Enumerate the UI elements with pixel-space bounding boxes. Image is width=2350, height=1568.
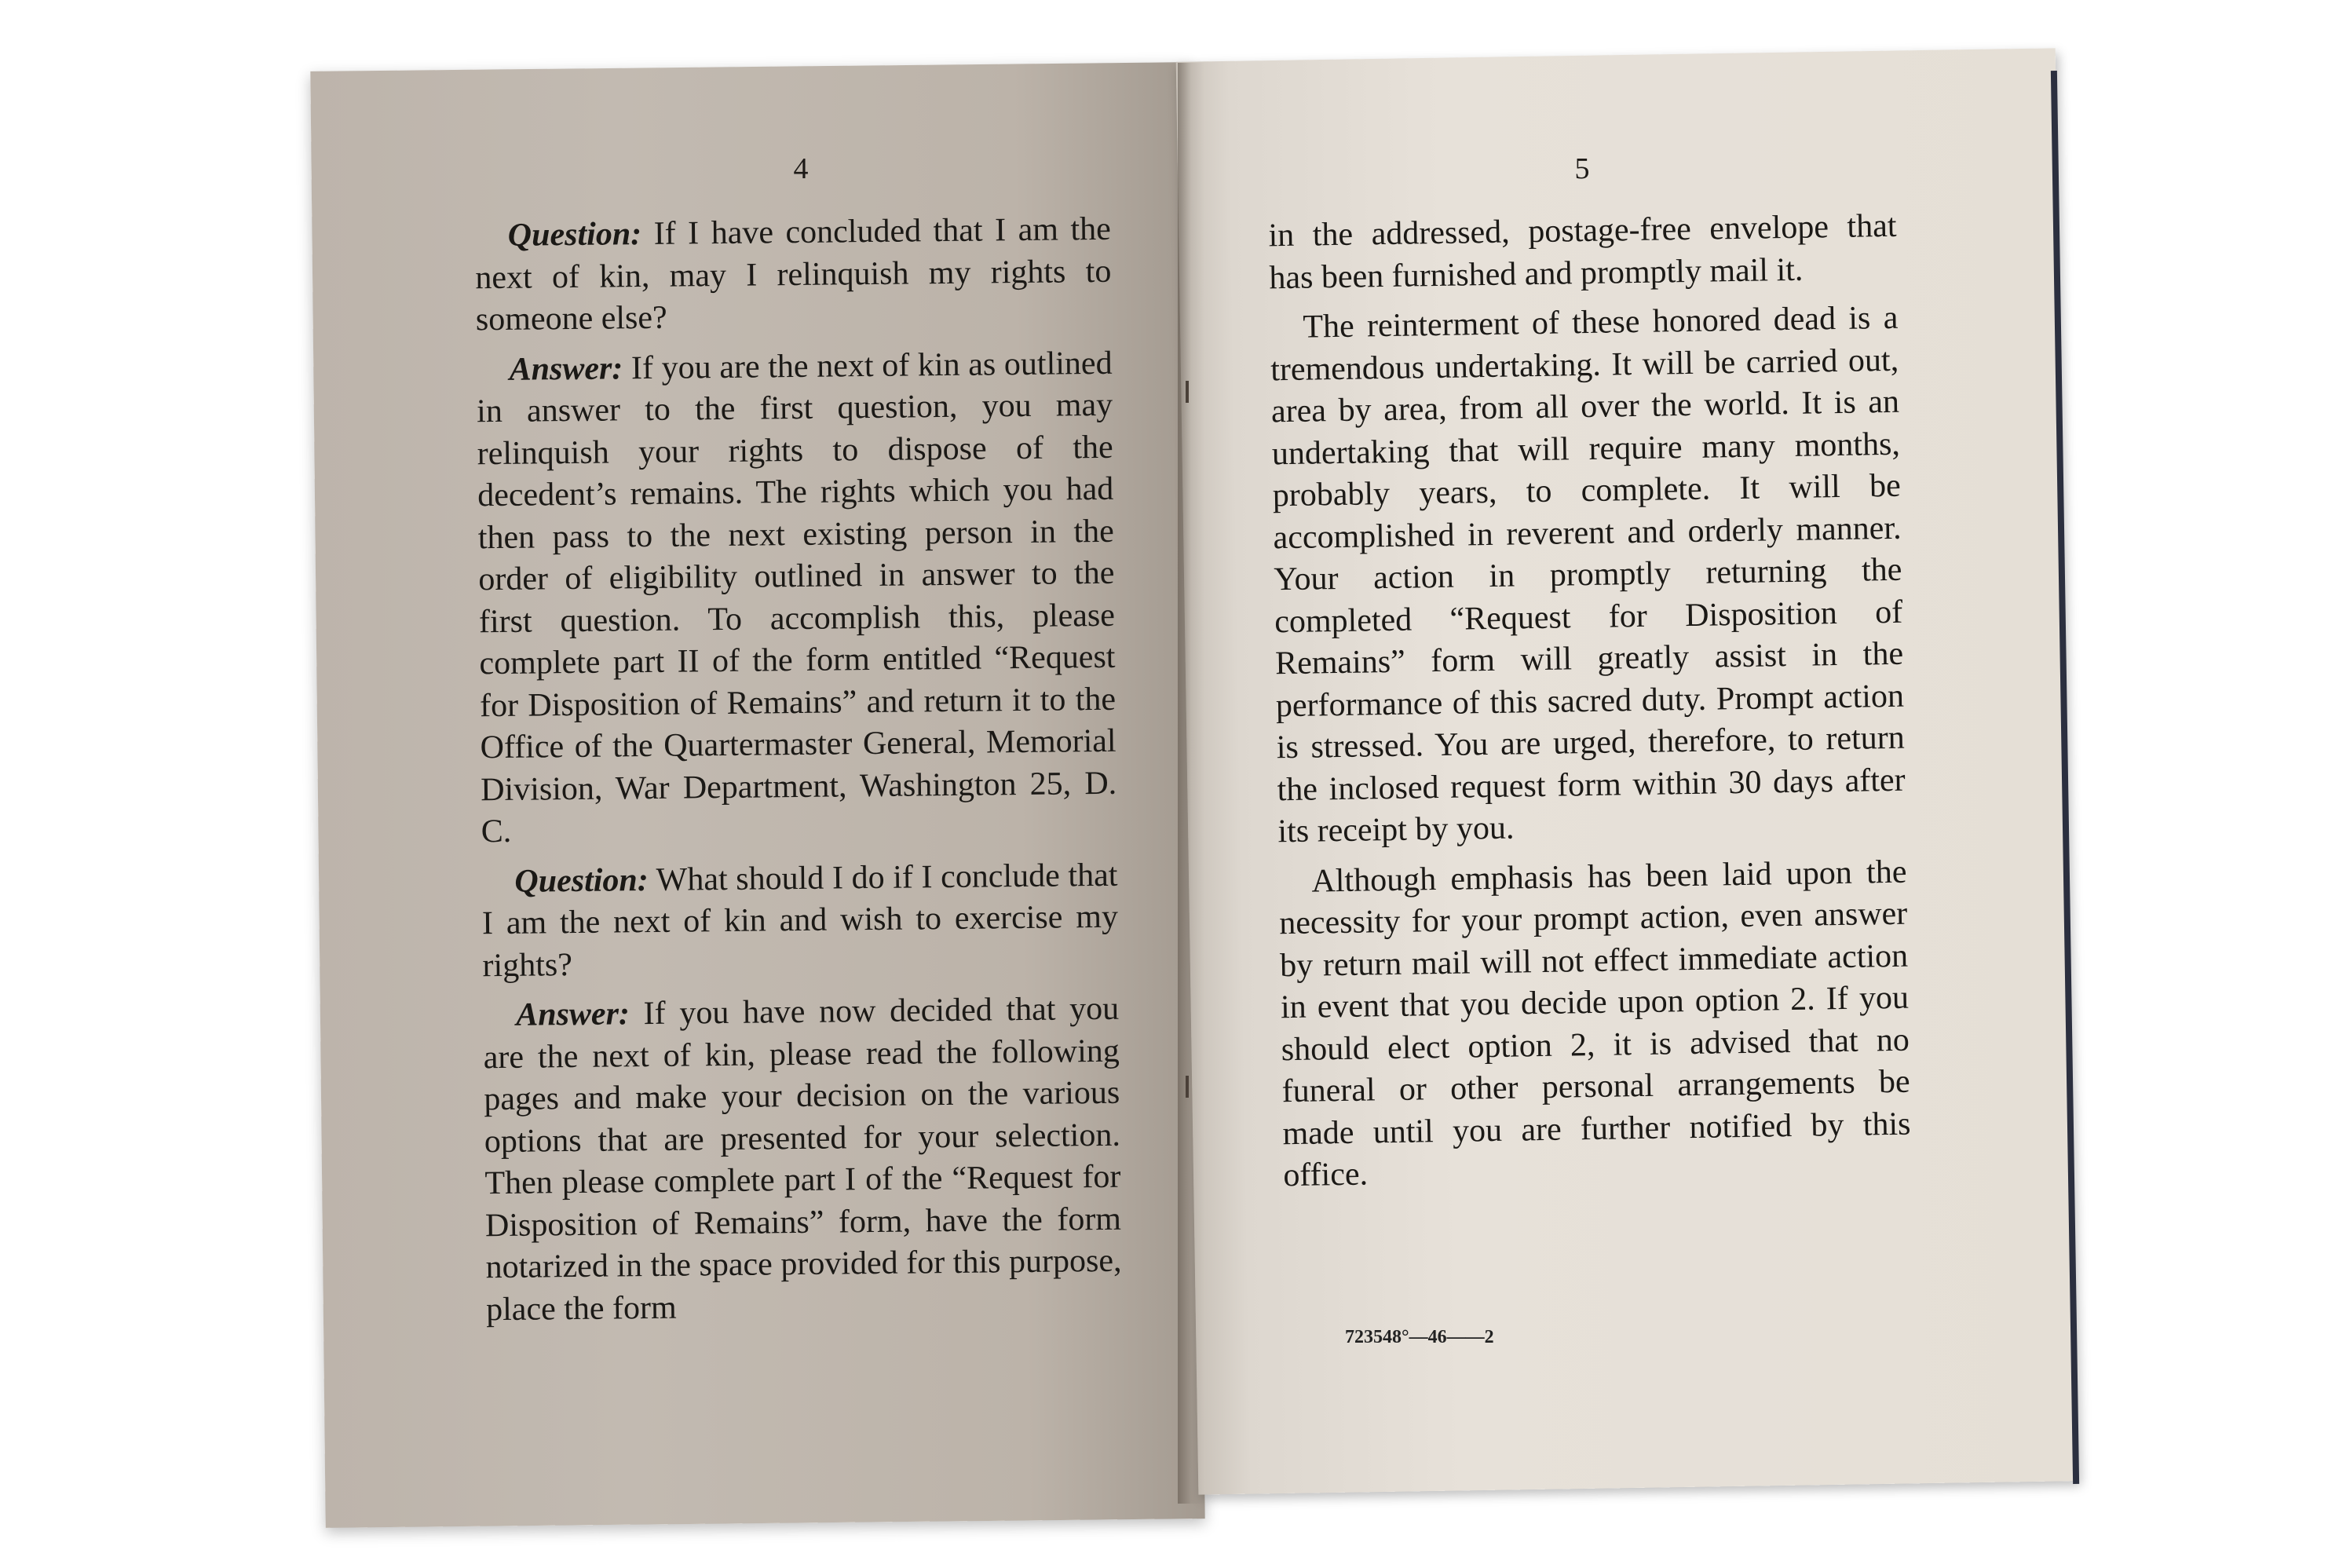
print-code: 723548°—46——2 bbox=[1345, 1327, 1494, 1347]
right-page-text bbox=[1268, 206, 1912, 1205]
left-paragraph-4 bbox=[483, 989, 1122, 1331]
right-paragraph-1: in the addressed, postage-free envelope that has been furnished and promptly mail it. bbox=[1268, 207, 1897, 296]
left-page-number: 4 bbox=[793, 152, 809, 185]
answer-text: If you have now decided that you are the next of kin, please read the following pages and make your decision on the various options that are presented for your selection. Then please complete part I of the “Request for Disposition of Remains” form, have the form notarized in the space provided for this purpose, place the form bbox=[483, 990, 1122, 1328]
question-text: What should I do if I conclude that I am the next of kin and wish to exercise my rights? bbox=[481, 857, 1119, 984]
right-paragraph-2: The reinterment of these honored dead is a tremendous undertaking. It will be carried out, area by area, from all over the world. It is an undertaking that will require many months, probably years, to complete. It will be accomplished in reverent and orderly manner. Your action in promptly returning the completed “Request for Disposition of Remains” form will greatly assist in the performance of this sacred duty. Prompt action is stressed. You are urged, therefore, to return the inclosed request form within 30 days after its receipt by you. bbox=[1270, 299, 1906, 850]
left-page-text bbox=[475, 209, 1123, 1339]
staple-bottom bbox=[1186, 1076, 1189, 1098]
left-paragraph-3 bbox=[481, 854, 1119, 987]
answer-text: If you are the next of kin as outlined in answer to the first question, you may relinquish your rights to dispose of the decedent’s remains. The rights which you had then pass to the next existing person in the order of eligibility outlined in answer to the first question. To accomplish this, please complete part II of the form entitled “Request for Disposition of Remains” and return it to the Office of the Quartermaster General, Memorial Division, War Department, Washington 25, D. C. bbox=[476, 345, 1117, 850]
left-paragraph-2 bbox=[476, 342, 1117, 853]
question-label: Question: bbox=[514, 861, 649, 900]
left-paragraph-1 bbox=[475, 209, 1113, 342]
answer-label: Answer: bbox=[509, 349, 623, 388]
right-paragraph-3: Although emphasis has been laid upon the necessity for your prompt action, even answer by return mail will not effect immediate action in event that you decide upon option 2. If you should elect option 2, it is advised that no funeral or other personal arrangements be made until you are further notified by this office. bbox=[1278, 853, 1911, 1194]
question-label: Question: bbox=[507, 216, 642, 254]
question-text: If I have concluded that I am the next of kin, may I relinquish my rights to someone else? bbox=[475, 210, 1112, 338]
answer-label: Answer: bbox=[515, 996, 630, 1033]
right-page-number: 5 bbox=[1574, 152, 1590, 185]
booklet-spine bbox=[1178, 63, 1204, 1504]
staple-top bbox=[1186, 381, 1189, 403]
